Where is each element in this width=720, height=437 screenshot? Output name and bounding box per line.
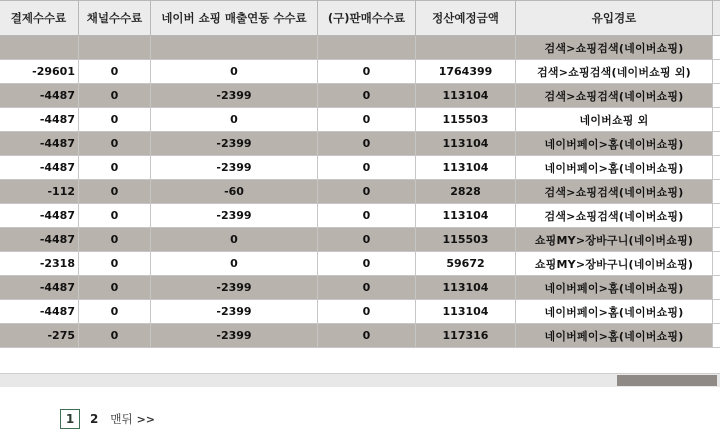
cell-naver-shopping-fee: -2399 (151, 276, 318, 300)
cell-naver-shopping-fee: -2399 (151, 84, 318, 108)
cell-settlement-amount: 59672 (416, 252, 516, 276)
page-current[interactable]: 1 (60, 409, 80, 429)
cell-settlement-amount: 113104 (416, 204, 516, 228)
cell-settlement-amount: 113104 (416, 156, 516, 180)
cell-inflow-route: 검색>쇼핑검색(네이버쇼핑) (516, 180, 713, 204)
table-row[interactable] (0, 204, 720, 228)
table-row[interactable] (0, 228, 720, 252)
double-chevron-right-icon: >> (136, 412, 156, 426)
cell-naver-shopping-fee (151, 36, 318, 60)
cell-naver-shopping-fee: -2399 (151, 156, 318, 180)
page-link-2[interactable]: 2 (90, 412, 99, 426)
col-header-channel-fee[interactable]: 채널수수료 (79, 1, 151, 36)
cell-payment-fee: -4487 (0, 204, 79, 228)
cell-naver-shopping-fee: -2399 (151, 324, 318, 348)
cell-naver-shopping-fee: -2399 (151, 132, 318, 156)
cell-channel-fee: 0 (79, 108, 151, 132)
cell-settlement-amount: 115503 (416, 108, 516, 132)
cell-naver-shopping-fee: -2399 (151, 204, 318, 228)
cell-payment-fee: -2318 (0, 252, 79, 276)
cell-old-sales-fee: 0 (318, 324, 416, 348)
cell-naver-shopping-fee: 0 (151, 228, 318, 252)
cell-overflow (713, 108, 720, 132)
cell-channel-fee: 0 (79, 132, 151, 156)
cell-payment-fee: -4487 (0, 156, 79, 180)
cell-inflow-route: 쇼핑MY>장바구니(네이버쇼핑) (516, 252, 713, 276)
col-header-inflow-route[interactable]: 유입경로 (516, 1, 713, 36)
cell-old-sales-fee: 0 (318, 204, 416, 228)
cell-inflow-route: 네이버페이>홈(네이버쇼핑) (516, 276, 713, 300)
cell-inflow-route: 네이버페이>홈(네이버쇼핑) (516, 156, 713, 180)
cell-old-sales-fee: 0 (318, 300, 416, 324)
cell-old-sales-fee: 0 (318, 108, 416, 132)
table-row[interactable] (0, 300, 720, 324)
cell-inflow-route: 검색>쇼핑검색(네이버쇼핑) (516, 204, 713, 228)
col-header-settlement-amount[interactable]: 정산예정금액 (416, 1, 516, 36)
cell-inflow-route: 검색>쇼핑검색(네이버쇼핑) (516, 84, 713, 108)
cell-old-sales-fee: 0 (318, 180, 416, 204)
table-row[interactable] (0, 252, 720, 276)
cell-payment-fee: -29601 (0, 60, 79, 84)
horizontal-scrollbar[interactable] (0, 373, 720, 387)
cell-inflow-route: 네이버페이>홈(네이버쇼핑) (516, 132, 713, 156)
cell-payment-fee: -4487 (0, 132, 79, 156)
cell-channel-fee (79, 36, 151, 60)
cell-old-sales-fee: 0 (318, 132, 416, 156)
cell-settlement-amount (416, 36, 516, 60)
cell-channel-fee: 0 (79, 60, 151, 84)
cell-channel-fee: 0 (79, 204, 151, 228)
scrollbar-thumb[interactable] (617, 375, 717, 386)
cell-old-sales-fee: 0 (318, 276, 416, 300)
cell-channel-fee: 0 (79, 228, 151, 252)
cell-inflow-route: 검색>쇼핑검색(네이버쇼핑) (516, 36, 713, 60)
table-row[interactable] (0, 108, 720, 132)
cell-settlement-amount: 113104 (416, 276, 516, 300)
cell-payment-fee: -4487 (0, 228, 79, 252)
table-row[interactable] (0, 276, 720, 300)
cell-overflow (713, 132, 720, 156)
cell-overflow (713, 156, 720, 180)
cell-overflow (713, 228, 720, 252)
col-header-overflow (713, 1, 720, 36)
cell-payment-fee: -4487 (0, 84, 79, 108)
page-last-label: 맨뒤 (110, 412, 133, 426)
table-body (0, 36, 720, 348)
cell-settlement-amount: 1764399 (416, 60, 516, 84)
cell-payment-fee: -4487 (0, 300, 79, 324)
cell-channel-fee: 0 (79, 300, 151, 324)
cell-settlement-amount: 2828 (416, 180, 516, 204)
cell-channel-fee: 0 (79, 324, 151, 348)
cell-settlement-amount: 115503 (416, 228, 516, 252)
cell-overflow (713, 324, 720, 348)
cell-channel-fee: 0 (79, 252, 151, 276)
cell-inflow-route: 네이버쇼핑 외 (516, 108, 713, 132)
table-row[interactable] (0, 60, 720, 84)
cell-overflow (713, 276, 720, 300)
col-header-old-sales-fee[interactable]: (구)판매수수료 (318, 1, 416, 36)
cell-inflow-route: 검색>쇼핑검색(네이버쇼핑 외) (516, 60, 713, 84)
cell-payment-fee (0, 36, 79, 60)
cell-channel-fee: 0 (79, 156, 151, 180)
cell-overflow (713, 60, 720, 84)
table-row[interactable] (0, 36, 720, 60)
cell-inflow-route: 네이버페이>홈(네이버쇼핑) (516, 300, 713, 324)
cell-settlement-amount: 113104 (416, 84, 516, 108)
cell-old-sales-fee: 0 (318, 84, 416, 108)
cell-settlement-amount: 113104 (416, 132, 516, 156)
cell-overflow (713, 204, 720, 228)
cell-overflow (713, 84, 720, 108)
table-header (0, 1, 720, 36)
table-row[interactable] (0, 324, 720, 348)
cell-naver-shopping-fee: 0 (151, 60, 318, 84)
cell-payment-fee: -112 (0, 180, 79, 204)
cell-overflow (713, 300, 720, 324)
cell-naver-shopping-fee: 0 (151, 252, 318, 276)
table-row[interactable] (0, 156, 720, 180)
cell-overflow (713, 252, 720, 276)
col-header-payment-fee[interactable]: 결제수수료 (0, 1, 79, 36)
cell-old-sales-fee: 0 (318, 252, 416, 276)
cell-naver-shopping-fee: -2399 (151, 300, 318, 324)
cell-old-sales-fee (318, 36, 416, 60)
cell-overflow (713, 180, 720, 204)
cell-payment-fee: -275 (0, 324, 79, 348)
cell-settlement-amount: 113104 (416, 300, 516, 324)
cell-payment-fee: -4487 (0, 276, 79, 300)
cell-naver-shopping-fee: -60 (151, 180, 318, 204)
table-row[interactable] (0, 84, 720, 108)
table-row[interactable] (0, 180, 720, 204)
cell-inflow-route: 네이버페이>홈(네이버쇼핑) (516, 324, 713, 348)
cell-channel-fee: 0 (79, 276, 151, 300)
page-last-link[interactable] (110, 411, 155, 427)
cell-channel-fee: 0 (79, 180, 151, 204)
cell-old-sales-fee: 0 (318, 156, 416, 180)
cell-settlement-amount: 117316 (416, 324, 516, 348)
cell-overflow (713, 36, 720, 60)
cell-inflow-route: 쇼핑MY>장바구니(네이버쇼핑) (516, 228, 713, 252)
cell-old-sales-fee: 0 (318, 228, 416, 252)
cell-old-sales-fee: 0 (318, 60, 416, 84)
cell-channel-fee: 0 (79, 84, 151, 108)
pagination (60, 408, 155, 430)
col-header-naver-shopping-fee[interactable]: 네이버 쇼핑 매출연동 수수료 (151, 1, 318, 36)
table-row[interactable] (0, 132, 720, 156)
cell-naver-shopping-fee: 0 (151, 108, 318, 132)
cell-payment-fee: -4487 (0, 108, 79, 132)
